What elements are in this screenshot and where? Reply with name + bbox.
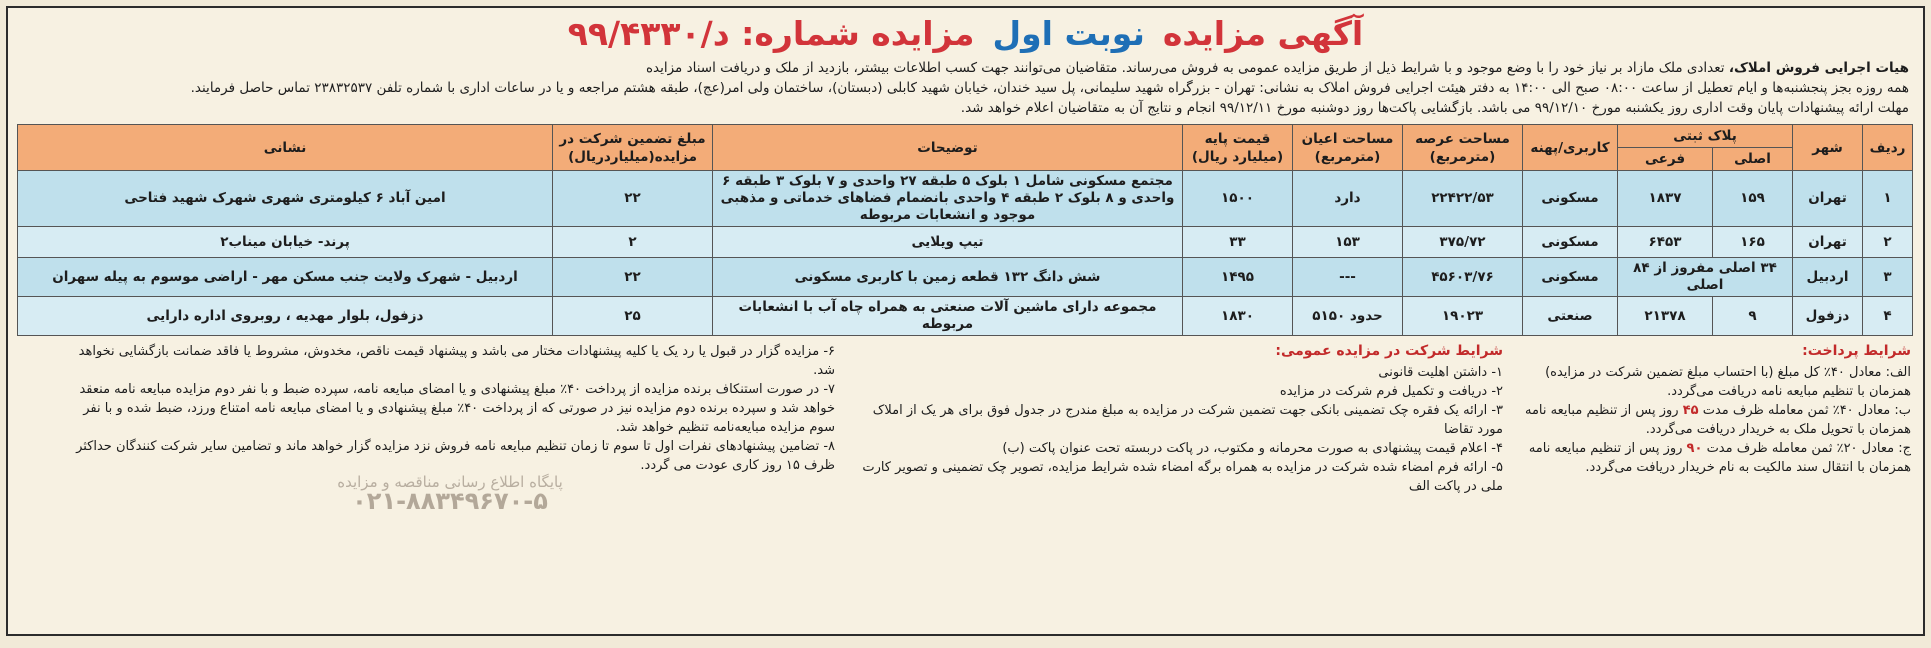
cell-build-area: ۱۵۳ [1293,227,1403,258]
title-round: نوبت اول [992,13,1145,53]
payment-b-post: روز پس از تنظیم مبایعه نامه همزمان با تحویل ملک به خریدار دریافت می‌گردد. [1524,403,1911,437]
header-usage: کاربری/پهنه [1523,125,1618,171]
header-build-area: مساحت اعیان (مترمربع) [1293,125,1403,171]
conditions-title: شرایط شرکت در مزایده عمومی: [1275,343,1503,359]
cell-plaque-main: ۱۵۹ [1713,171,1793,227]
header-plaque-sub: فرعی [1618,148,1713,171]
cell-plaque-main: ۳۴ اصلی مفروز از ۸۴ اصلی [1618,258,1793,297]
condition-item: ۲- دریافت و تکمیل فرم شرکت در مزایده [1279,384,1503,399]
payment-c-post: روز پس از تنظیم مبایعه نامه همزمان با انتقال سند مالکیت به نام خریدار دریافت می‌گردد. [1528,441,1911,475]
cell-build-area: دارد [1293,171,1403,227]
cell-plaque-main: ۹ [1713,297,1793,336]
payment-b-days: ۴۵ [1682,403,1699,418]
cell-address: امین آباد ۶ کیلومتری شهری شهرک شهید فتاحی [18,171,553,227]
cell-build-area: حدود ۵۱۵۰ [1293,297,1403,336]
cell-deposit: ۲۲ [553,258,713,297]
header-base-price: قیمت پایه (میلیارد ریال) [1183,125,1293,171]
auction-notice [6,6,1925,636]
cell-row-number: ۴ [1863,297,1913,336]
table-header-row [18,125,1913,148]
cell-build-area: --- [1293,258,1403,297]
cell-address: دزفول، بلوار مهدیه ، روبروی اداره دارایی [18,297,553,336]
watermark-text: پایگاه اطلاع رسانی مناقصه و مزایده [337,473,563,491]
cell-address: پرند- خیابان میناب۲ [18,227,553,258]
condition-item: ۳- ارائه یک فقره چک تضمینی بانکی جهت تضمین شرکت در مزایده به مبلغ مندرج در جدول فوق برای هر یک از املاک مورد تقاضا [872,403,1503,437]
payment-b [1521,401,1911,439]
intro-text [8,58,1923,118]
cell-plaque-main: ۱۶۵ [1713,227,1793,258]
table-row [18,227,1913,258]
header-address: نشانی [18,125,553,171]
payment-c [1521,439,1911,477]
term-item: ۸- تضامین پیشنهادهای نفرات اول تا سوم تا زمان تنظیم مبایعه نامه فروش نزد مزایده گزار خواهد ماند و تضامین سایر شرکت کنندگان حداکثر ظرف ۱۵ روز کاری عودت می گردد. [76,439,835,473]
intro-line-2: همه روزه بجز پنجشنبه‌ها و ایام تعطیل از ساعت ۰۸:۰۰ صبح الی ۱۴:۰۰ به دفتر هیئت اجرایی فروش املاک به نشانی: تهران - بزرگراه شهید سلیمانی، پل سید خندان، خیابان شهید کابلی (دبستان)، ساختمان ولی امر(عج)، طبقه هشتم مراجعه و یا در ساعات اداری با شماره تلفن ۲۳۸۳۲۵۳۷ تماس حاصل فرمایند. [190,80,1909,96]
condition-item: ۱- داشتن اهلیت قانونی [1378,365,1503,380]
cell-deposit: ۲۵ [553,297,713,336]
watermark-phone: ۰۲۱-۸۸۳۴۹۶۷۰-۵ [352,487,548,515]
cell-plaque-sub: ۲۱۳۷۸ [1618,297,1713,336]
table-row [18,258,1913,297]
table-row [18,171,1913,227]
cell-land-area: ۱۹۰۲۳ [1403,297,1523,336]
cell-description: تیپ ویلایی [713,227,1183,258]
header-description: توضیحات [713,125,1183,171]
cell-usage: مسکونی [1523,258,1618,297]
header-city: شهر [1793,125,1863,171]
cell-description: شش دانگ ۱۳۲ قطعه زمین با کاربری مسکونی [713,258,1183,297]
term-item: ۷- در صورت استنکاف برنده مزایده از پرداخت ۴۰٪ مبلغ پیشنهادی و یا امضای مبایعه نامه، سپرده ضبط و با نفر دوم مزایده مبایعه نامه منعقد خواهد شد و سپرده برنده دوم مزایده نیز در صورتی که از پرداخت ۴۰٪ مبلغ پیشنهادی و یا امضای مبایعه نامه امتناع ورزد، ضبط شده و با نفر سوم مزایده مبایعه‌نامه تنظیم خواهد شد. [79,382,835,435]
title-number: مزایده شماره: د/۹۹/۴۳۳۰ [567,13,975,53]
cell-row-number: ۳ [1863,258,1913,297]
cell-city: تهران [1793,171,1863,227]
general-terms [65,342,835,515]
header-land-area: مساحت عرصه (مترمربع) [1403,125,1523,171]
cell-description: مجموعه دارای ماشین آلات صنعتی به همراه چاه آب با انشعابات مربوطه [713,297,1183,336]
payment-terms [1521,342,1911,511]
cell-usage: صنعتی [1523,297,1618,336]
cell-deposit: ۲ [553,227,713,258]
intro-org-name: هیات اجرایی فروش املاک، [1728,60,1909,76]
cell-city: اردبیل [1793,258,1863,297]
cell-address: اردبیل - شهرک ولایت جنب مسکن مهر - اراضی موسوم به پیله سهران [18,258,553,297]
cell-base-price: ۱۸۳۰ [1183,297,1293,336]
cell-usage: مسکونی [1523,227,1618,258]
cell-city: دزفول [1793,297,1863,336]
participation-conditions [853,342,1503,511]
notice-title [8,8,1923,58]
cell-deposit: ۲۲ [553,171,713,227]
cell-usage: مسکونی [1523,171,1618,227]
cell-land-area: ۳۷۵/۷۲ [1403,227,1523,258]
term-item: ۶- مزایده گزار در قبول یا رد یک یا کلیه پیشنهادات مختار می باشد و پیشنهاد قیمت ناقص، مخدوش، مشروط یا فاقد ضمانت بازگشایی نخواهد شد. [78,344,835,378]
cell-row-number: ۲ [1863,227,1913,258]
cell-land-area: ۴۵۶۰۳/۷۶ [1403,258,1523,297]
header-row-number: ردیف [1863,125,1913,171]
title-auction: آگهی مزایده [1162,13,1364,53]
cell-base-price: ۱۵۰۰ [1183,171,1293,227]
payment-b-pre: ب: معادل ۴۰٪ ثمن معامله ظرف مدت [1702,403,1911,418]
watermark [65,473,835,515]
header-plaque: پلاک ثبتی [1618,125,1793,148]
header-plaque-main: اصلی [1713,148,1793,171]
payment-title: شرایط پرداخت: [1802,343,1911,359]
cell-base-price: ۳۳ [1183,227,1293,258]
properties-table [17,124,1913,336]
cell-plaque-sub: ۶۴۵۳ [1618,227,1713,258]
payment-c-pre: ج: معادل ۲۰٪ ثمن معامله ظرف مدت [1706,441,1911,456]
condition-item: ۴- اعلام قیمت پیشنهادی به صورت محرمانه و مکتوب، در پاکت دربسته تحت عنوان پاکت (ب) [1002,441,1503,456]
intro-line-1-text: تعدادی ملک مازاد بر نیاز خود را با وضع موجود و با شرایط ذیل از طریق مزایده عمومی به فروش می‌رساند. متقاضیان می‌توانند جهت کسب اطلاعات بیشتر، بازدید از ملک و دریافت اسناد مزایده [645,60,1725,76]
table-row [18,297,1913,336]
cell-description: مجتمع مسکونی شامل ۱ بلوک ۵ طبقه ۲۷ واحدی و ۷ بلوک ۳ طبقه ۶ واحدی و ۸ بلوک ۲ طبقه ۴ واحدی بانضمام فضاهای خدماتی و مذهبی موجود و انشعابات مربوطه [713,171,1183,227]
header-deposit: مبلغ تضمین شرکت در مزایده(میلیاردریال) [553,125,713,171]
payment-c-days: ۹۰ [1686,441,1703,456]
cell-base-price: ۱۴۹۵ [1183,258,1293,297]
intro-line-1 [22,58,1909,78]
condition-item: ۵- ارائه فرم امضاء شده شرکت در مزایده به همراه برگه امضاء شده شرایط مزایده، تصویر چک تضمینی و تصویر کارت ملی در پاکت الف [862,460,1503,494]
payment-a: الف: معادل ۴۰٪ کل مبلغ (با احتساب مبلغ تضمین شرکت در مزایده) همزمان با تنظیم مبایعه نامه دریافت می‌گردد. [1545,365,1911,399]
conditions-section [8,336,1923,515]
cell-row-number: ۱ [1863,171,1913,227]
cell-city: تهران [1793,227,1863,258]
cell-land-area: ۲۲۴۲۲/۵۳ [1403,171,1523,227]
intro-line-3: مهلت ارائه پیشنهادات پایان وقت اداری روز یکشنبه مورخ ۹۹/۱۲/۱۰ می باشد. بازگشایی پاکت‌ها روز دوشنبه مورخ ۹۹/۱۲/۱۱ انجام و نتایج آن به متقاضیان اعلام خواهد شد. [960,100,1909,116]
cell-plaque-sub: ۱۸۳۷ [1618,171,1713,227]
